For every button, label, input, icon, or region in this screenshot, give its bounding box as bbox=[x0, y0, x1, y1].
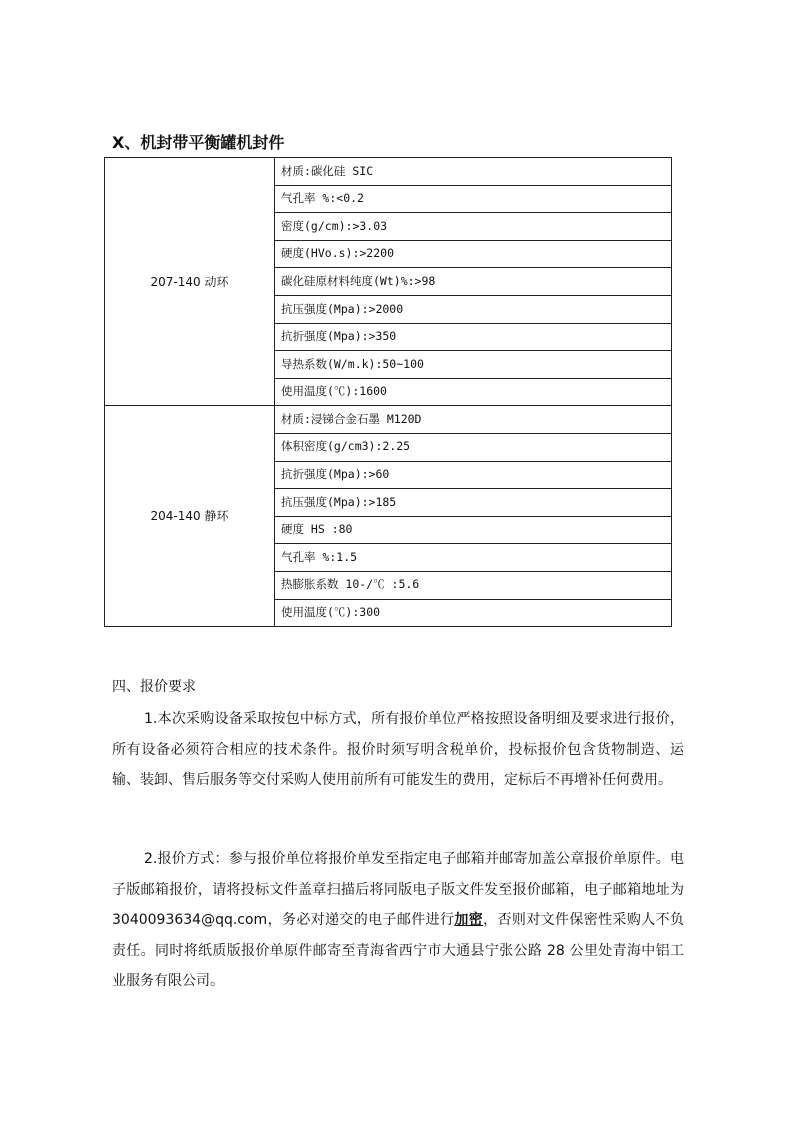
property-cell: 碳化硅原材料纯度(Wt)%:>98 bbox=[275, 268, 672, 296]
spec-table bbox=[104, 157, 672, 627]
property-cell: 抗折强度(Mpa):>350 bbox=[275, 323, 672, 351]
encrypt-emphasis: 加密 bbox=[454, 912, 484, 928]
paragraph-2 bbox=[112, 844, 684, 997]
section-heading: 四、报价要求 bbox=[112, 679, 196, 695]
property-cell: 使用温度(℃):1600 bbox=[275, 378, 672, 406]
property-cell: 体积密度(g/cm3):2.25 bbox=[275, 433, 672, 461]
property-cell: 材质:浸锑合金石墨 M120D bbox=[275, 406, 672, 434]
property-cell: 气孔率 %:<0.2 bbox=[275, 185, 672, 213]
paragraph-1-text: 1.本次采购设备采取按包中标方式，所有报价单位严格按照设备明细及要求进行报价，所有设备必须符合相应的技术条件。报价时须写明含税单价，投标报价包含货物制造、运输、装卸、售后服务等交付采购人使用前所有可能发生的费用，定标后不再增补任何费用。 bbox=[112, 711, 684, 788]
paragraph-2-text: 2.报价方式：参与报价单位将报价单发至指定电子邮箱并邮寄加盖公章报价单原件。电子版邮箱报价，请将投标文件盖章扫描后将同版电子版文件发至报价邮箱，电子邮箱地址为 3040093634@qq.com，务必对递交的电子邮件进行 bbox=[112, 851, 684, 928]
property-cell: 热膨胀系数 10-/℃ :5.6 bbox=[275, 571, 672, 599]
property-cell: 使用温度(℃):300 bbox=[275, 599, 672, 627]
part-name-cell: 204-140 静环 bbox=[105, 406, 275, 627]
section-title: X、机封带平衡罐机封件 bbox=[112, 133, 285, 152]
property-cell: 抗压强度(Mpa):>2000 bbox=[275, 295, 672, 323]
property-cell: 密度(g/cm):>3.03 bbox=[275, 213, 672, 241]
table-row bbox=[105, 158, 672, 186]
part-name-cell: 207-140 动环 bbox=[105, 158, 275, 406]
property-cell: 硬度 HS :80 bbox=[275, 516, 672, 544]
property-cell: 抗折强度(Mpa):>60 bbox=[275, 461, 672, 489]
table-row bbox=[105, 406, 672, 434]
property-cell: 气孔率 %:1.5 bbox=[275, 544, 672, 572]
property-cell: 硬度(HVo.s):>2200 bbox=[275, 240, 672, 268]
property-cell: 材质:碳化硅 SIC bbox=[275, 158, 672, 186]
property-cell: 导热系数(W/m.k):50~100 bbox=[275, 351, 672, 379]
property-cell: 抗压强度(Mpa):>185 bbox=[275, 489, 672, 517]
paragraph-2-text-tail: ，否则对文件保密性采购人不负责任。同时将纸质版报价单原件邮寄至青海省西宁市大通县宁张公路 28 公里处青海中铝工业服务有限公司。 bbox=[112, 912, 685, 989]
paragraph-1 bbox=[112, 704, 684, 796]
